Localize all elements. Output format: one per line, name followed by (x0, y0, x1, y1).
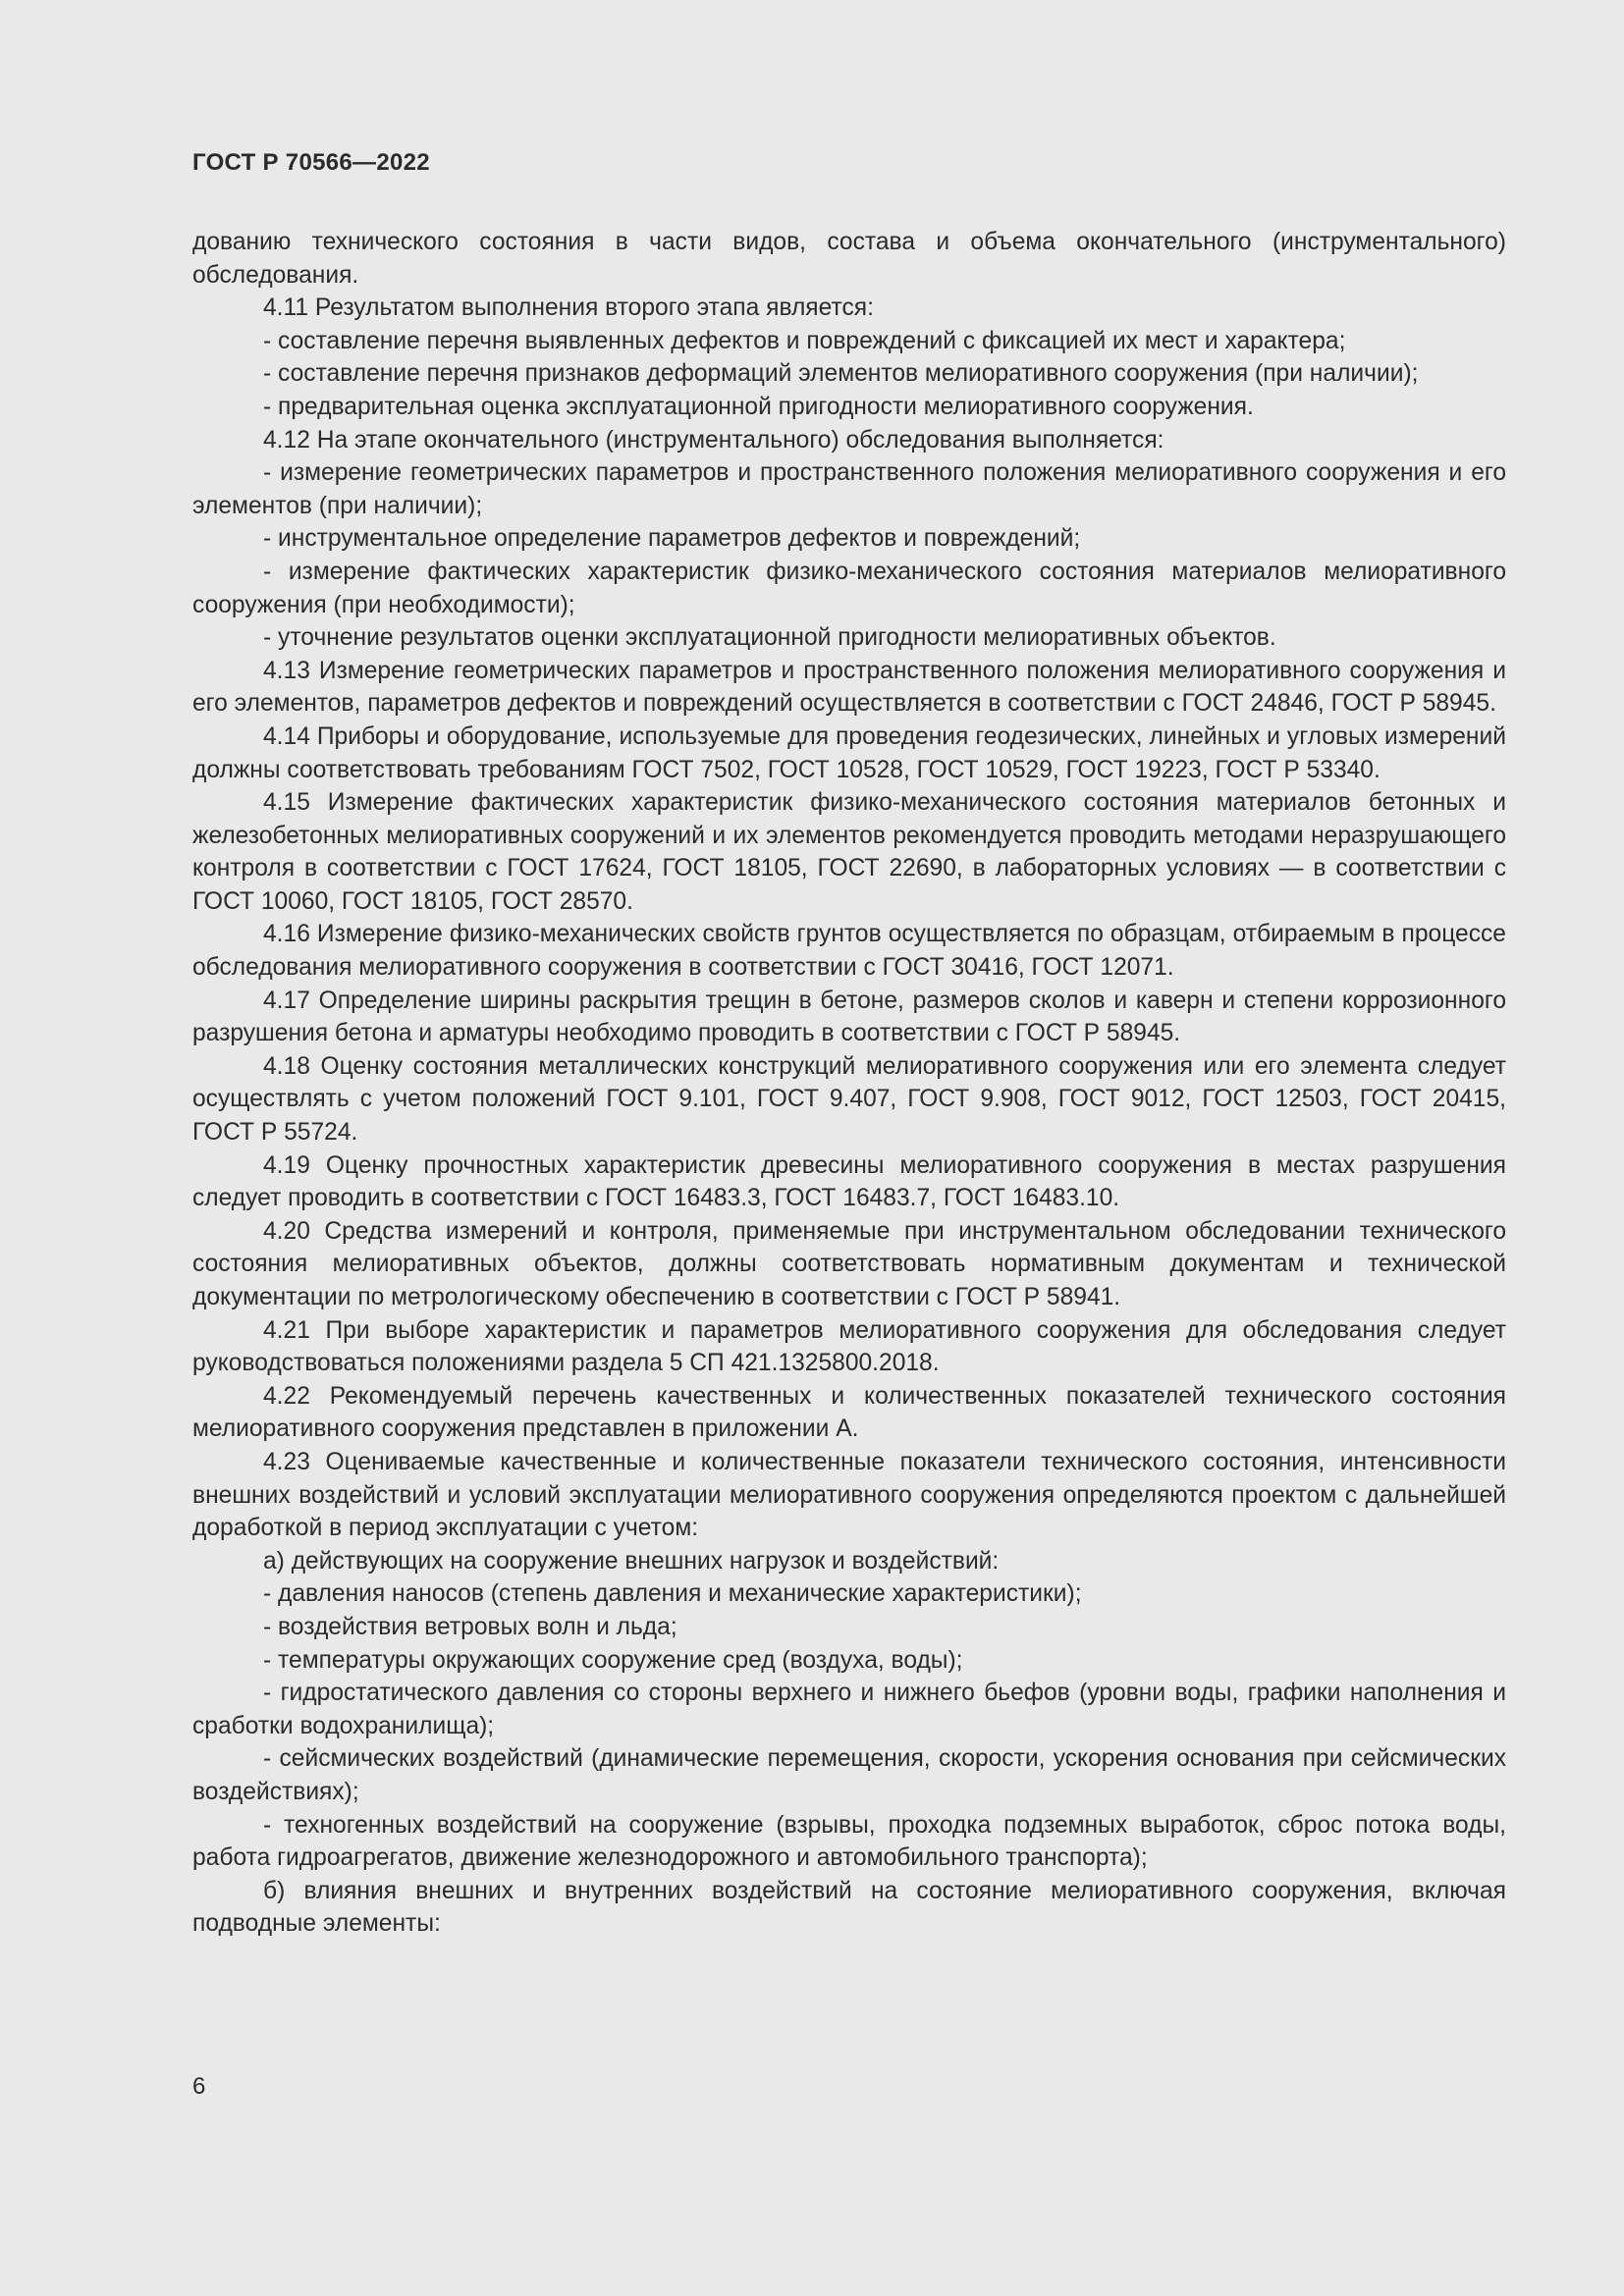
paragraph: - воздействия ветровых волн и льда; (263, 1613, 677, 1640)
paragraph: б) влияния внешних и внутренних воздействий на состояние мелиоративного сооружения, включая подводные элементы: (192, 1877, 1506, 1938)
paragraph: - инструментальное определение параметров дефектов и повреждений; (263, 525, 1081, 553)
document-body (192, 226, 1506, 1941)
paragraph: 4.22 Рекомендуемый перечень качественных и количественных показателей технического состояния мелиоративного сооружения представлен в приложении А. (192, 1382, 1506, 1443)
paragraph: - измерение фактических характеристик физико-механического состояния материалов мелиоративного сооружения (при необходимости); (192, 558, 1506, 618)
paragraph: - температуры окружающих сооружение сред (воздуха, воды); (263, 1646, 963, 1674)
paragraph: 4.14 Приборы и оборудование, используемые для проведения геодезических, линейных и угловых измерений должны соответствовать требованиям ГОСТ 7502, ГОСТ 10528, ГОСТ 10529, ГОСТ 19223, ГОСТ Р 53340. (192, 722, 1506, 783)
paragraph: - сейсмических воздействий (динамические перемещения, скорости, ускорения основания при сейсмических воздействиях); (192, 1745, 1506, 1805)
page-number: 6 (192, 2073, 206, 2100)
paragraph: 4.21 При выборе характеристик и параметров мелиоративного сооружения для обследования следует руководствоваться положениями раздела 5 СП 421.1325800.2018. (192, 1316, 1506, 1377)
paragraph: - предварительная оценка эксплуатационной пригодности мелиоративного сооружения. (263, 393, 1254, 420)
paragraph: 4.18 Оценку состояния металлических конструкций мелиоративного сооружения или его элемента следует осуществлять с учетом положений ГОСТ 9.101, ГОСТ 9.407, ГОСТ 9.908, ГОСТ 9012, ГОСТ 12503, ГОСТ 20415, ГОСТ Р 55724. (192, 1052, 1506, 1147)
paragraph: 4.12 На этапе окончательного (инструментального) обследования выполняется: (263, 426, 1164, 454)
paragraph: 4.20 Средства измерений и контроля, применяемые при инструментальном обследовании технического состояния мелиоративных объектов, должны соответствовать нормативным документам и технической документации по метрологическому обеспечению в соответствии с ГОСТ Р 58941. (192, 1217, 1506, 1310)
paragraph: - составление перечня признаков деформаций элементов мелиоративного сооружения (при наличии); (263, 360, 1419, 388)
paragraph: - давления наносов (степень давления и механические характеристики); (263, 1580, 1082, 1608)
paragraph: 4.15 Измерение фактических характеристик физико-механического состояния материалов бетонных и железобетонных мелиоративных сооружений и их элементов рекомендуется проводить методами неразрушающего контроля в соответствии с ГОСТ 17624, ГОСТ 18105, ГОСТ 22690, в лабораторных условиях — в соответствии с ГОСТ 10060, ГОСТ 18105, ГОСТ 28570. (192, 789, 1506, 915)
paragraph: - измерение геометрических параметров и пространственного положения мелиоративного сооружения и его элементов (при наличии); (192, 459, 1506, 519)
paragraph: 4.16 Измерение физико-механических свойств грунтов осуществляется по образцам, отбираемым в процессе обследования мелиоративного сооружения в соответствии с ГОСТ 30416, ГОСТ 12071. (192, 921, 1506, 982)
document-code-header: ГОСТ Р 70566—2022 (192, 149, 430, 176)
paragraph: 4.23 Оцениваемые качественные и количественные показатели технического состояния, интенсивности внешних воздействий и условий эксплуатации мелиоративного сооружения определяются проектом с дальнейшей доработкой в период эксплуатации с учетом: (192, 1448, 1506, 1542)
paragraph: 4.13 Измерение геометрических параметров и пространственного положения мелиоративного сооружения и его элементов, параметров дефектов и повреждений осуществляется в соответствии с ГОСТ 24846, ГОСТ Р 58945. (192, 657, 1506, 718)
paragraph: а) действующих на сооружение внешних нагрузок и воздействий: (263, 1547, 1000, 1575)
paragraph: дованию технического состояния в части видов, состава и объема окончательного (инструментального) обследования. (192, 229, 1506, 289)
paragraph: 4.17 Определение ширины раскрытия трещин в бетоне, размеров сколов и каверн и степени коррозионного разрушения бетона и арматуры необходимо проводить в соответствии с ГОСТ Р 58945. (192, 987, 1506, 1047)
paragraph: 4.11 Результатом выполнения второго этапа является: (263, 294, 874, 322)
paragraph: - техногенных воздействий на сооружение (взрывы, проходка подземных выработок, сброс потока воды, работа гидроагрегатов, движение железнодорожного и автомобильного транспорта); (192, 1811, 1506, 1872)
paragraph: 4.19 Оценку прочностных характеристик древесины мелиоративного сооружения в местах разрушения следует проводить в соответствии с ГОСТ 16483.3, ГОСТ 16483.7, ГОСТ 16483.10. (192, 1151, 1506, 1212)
paragraph: - гидростатического давления со стороны верхнего и нижнего бьефов (уровни воды, графики наполнения и сработки водохранилища); (192, 1680, 1506, 1739)
paragraph: - уточнение результатов оценки эксплуатационной пригодности мелиоративных объектов. (263, 624, 1276, 652)
paragraph: - составление перечня выявленных дефектов и повреждений с фиксацией их мест и характера; (263, 327, 1346, 354)
